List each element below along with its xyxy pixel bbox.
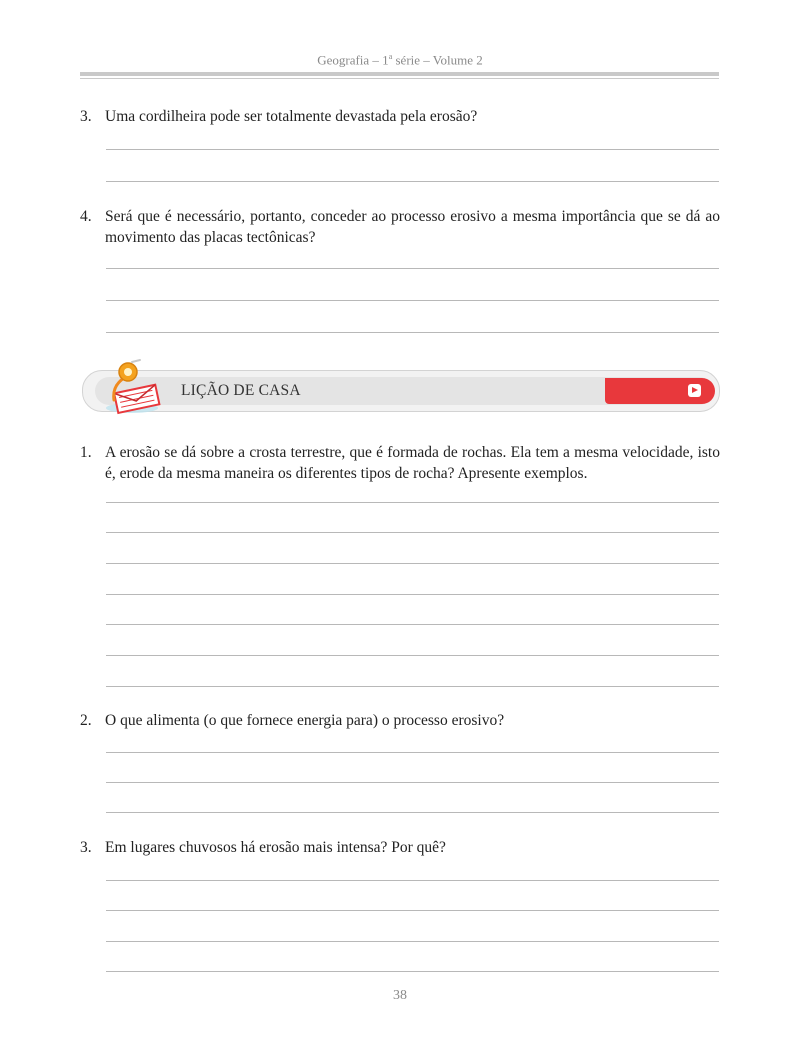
question-number: 3. <box>80 839 92 856</box>
question-text: O que alimenta (o que fornece energia para) o processo erosivo? <box>105 712 505 729</box>
header-superscript: a <box>388 52 393 61</box>
homework-question-3 <box>80 837 720 858</box>
banner-accent[interactable] <box>605 378 715 404</box>
answer-line[interactable] <box>106 910 719 911</box>
lamp-notebook-icon <box>96 356 166 416</box>
header-rule-thin <box>80 78 719 79</box>
header-subject: Geografia – 1 <box>317 52 389 68</box>
answer-line[interactable] <box>106 971 719 972</box>
header-rule-thick <box>80 72 719 76</box>
running-header <box>0 52 800 68</box>
answer-line[interactable] <box>106 655 719 656</box>
homework-question-1 <box>80 442 720 484</box>
arrow-right-icon[interactable] <box>688 384 701 397</box>
question-number: 3. <box>80 108 92 125</box>
page-number: 38 <box>393 988 407 1003</box>
answer-line[interactable] <box>106 880 719 881</box>
answer-line[interactable] <box>106 532 719 533</box>
banner-label: LIÇÃO DE CASA <box>181 382 301 399</box>
answer-line[interactable] <box>106 594 719 595</box>
question-3-top <box>80 106 720 127</box>
question-number: 2. <box>80 712 92 729</box>
question-text: A erosão se dá sobre a crosta terrestre, que é formada de rochas. Ela tem a mesma velocidade, isto é, erode da mesma maneira os diferentes tipos de rocha? Apresente exemplos. <box>105 444 720 482</box>
answer-line[interactable] <box>106 502 719 503</box>
answer-line[interactable] <box>106 782 719 783</box>
homework-question-2 <box>80 710 720 731</box>
answer-line[interactable] <box>106 624 719 625</box>
answer-line[interactable] <box>106 812 719 813</box>
header-rest: série – Volume 2 <box>392 52 483 68</box>
answer-line[interactable] <box>106 563 719 564</box>
question-text: Será que é necessário, portanto, conceder ao processo erosivo a mesma importância que se dá ao movimento das placas tectônicas? <box>105 208 720 246</box>
question-text: Uma cordilheira pode ser totalmente devastada pela erosão? <box>105 108 478 125</box>
answer-line[interactable] <box>106 686 719 687</box>
question-number: 4. <box>80 208 92 225</box>
answer-line[interactable] <box>106 332 719 333</box>
answer-line[interactable] <box>106 752 719 753</box>
answer-line[interactable] <box>106 300 719 301</box>
question-number: 1. <box>80 444 92 461</box>
answer-line[interactable] <box>106 268 719 269</box>
answer-line[interactable] <box>106 941 719 942</box>
question-text: Em lugares chuvosos há erosão mais intensa? Por quê? <box>105 839 446 856</box>
answer-line[interactable] <box>106 181 719 182</box>
question-4-top <box>80 206 720 248</box>
answer-line[interactable] <box>106 149 719 150</box>
homework-banner <box>82 370 720 412</box>
